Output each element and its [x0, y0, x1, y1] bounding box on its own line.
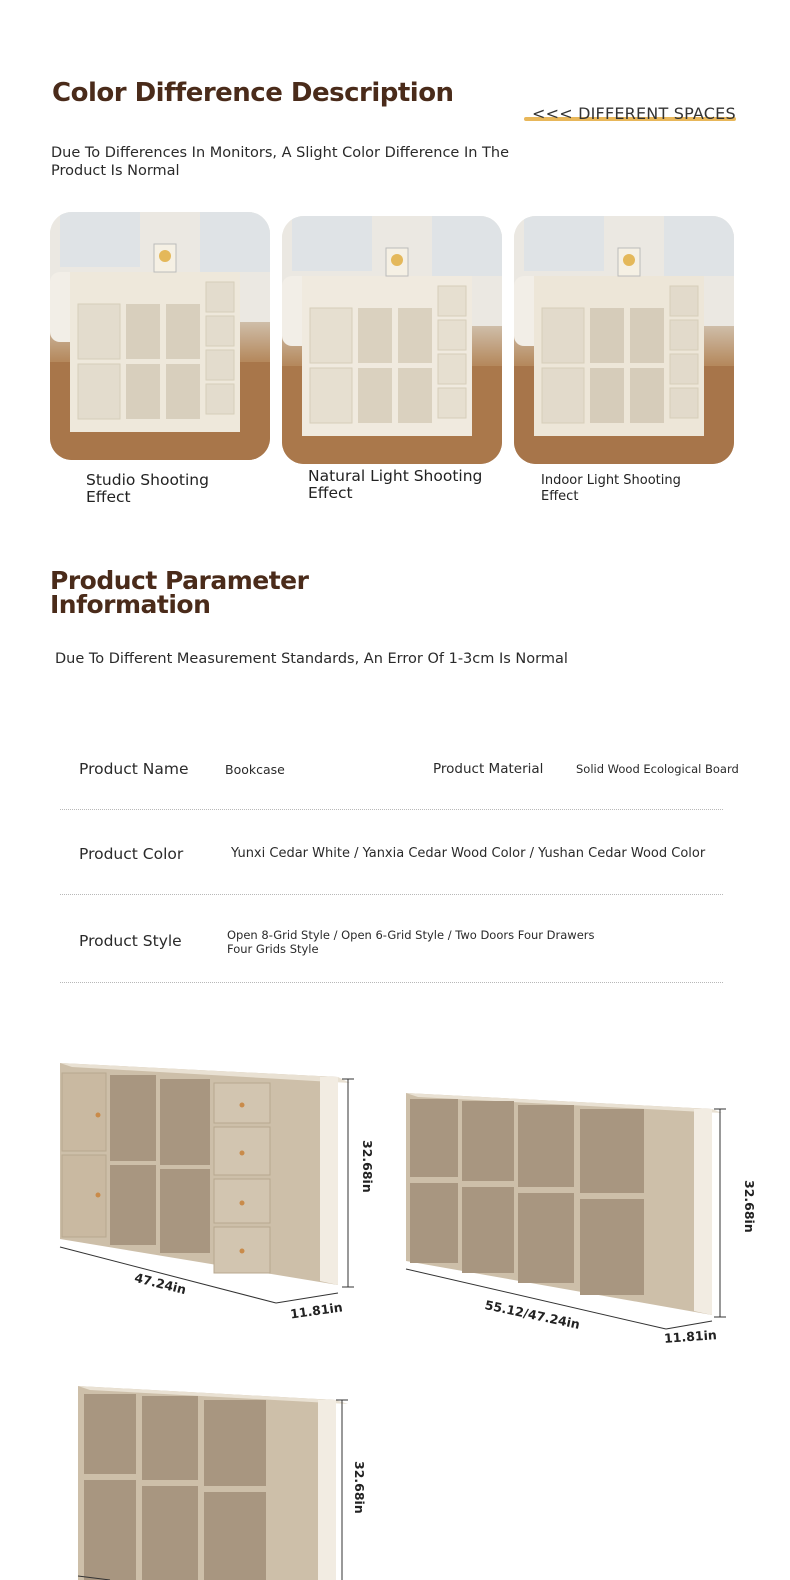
product-color-label: Product Color: [79, 845, 184, 863]
indoor-light-caption: Indoor Light Shooting Effect: [541, 473, 681, 504]
cabinet-open-6-grid: [70, 1380, 390, 1580]
parameter-title: Product Parameter Information: [50, 566, 309, 619]
cabinet2-height-label: 32.68in: [742, 1180, 757, 1233]
parameter-subtitle: Due To Different Measurement Standards, An Error Of 1-3cm Is Normal: [55, 651, 568, 667]
cabinet1-height-label: 32.68in: [360, 1140, 375, 1193]
different-spaces-tag: <<< DIFFERENT SPACES: [532, 104, 736, 123]
cabinet2-depth-label: 11.81in: [663, 1327, 718, 1346]
cabinet2-width-label: 55.12/47.24in: [483, 1297, 582, 1332]
cabinet-two-doors-four-drawers: [50, 1055, 390, 1325]
product-style-value: Open 8-Grid Style / Open 6-Grid Style / Two Doors Four Drawers Four Grids Style: [227, 928, 595, 956]
studio-photo: [50, 212, 270, 460]
row-divider: [60, 809, 723, 810]
cabinet1-width-label: 47.24in: [132, 1269, 188, 1298]
cabinet3-height-label: 32.68in: [352, 1461, 367, 1514]
product-name-value: Bookcase: [225, 762, 285, 777]
row-divider: [60, 894, 723, 895]
natural-light-caption: Natural Light Shooting Effect: [308, 467, 483, 502]
cabinet-open-8-grid: [398, 1085, 738, 1345]
cabinet1-depth-label: 11.81in: [289, 1299, 344, 1322]
indoor-light-photo: [514, 216, 734, 464]
color-difference-title: Color Difference Description: [52, 78, 454, 108]
product-color-value: Yunxi Cedar White / Yanxia Cedar Wood Color / Yushan Cedar Wood Color: [231, 846, 706, 861]
row-divider: [60, 982, 723, 983]
product-material-value: Solid Wood Ecological Board: [576, 762, 739, 776]
product-style-label: Product Style: [79, 932, 182, 950]
product-material-label: Product Material: [433, 761, 544, 777]
product-name-label: Product Name: [79, 760, 189, 778]
natural-light-photo: [282, 216, 502, 464]
studio-caption: Studio Shooting Effect: [86, 471, 209, 506]
color-difference-subtitle: Due To Differences In Monitors, A Slight Color Difference In The Product Is Normal: [51, 145, 509, 179]
